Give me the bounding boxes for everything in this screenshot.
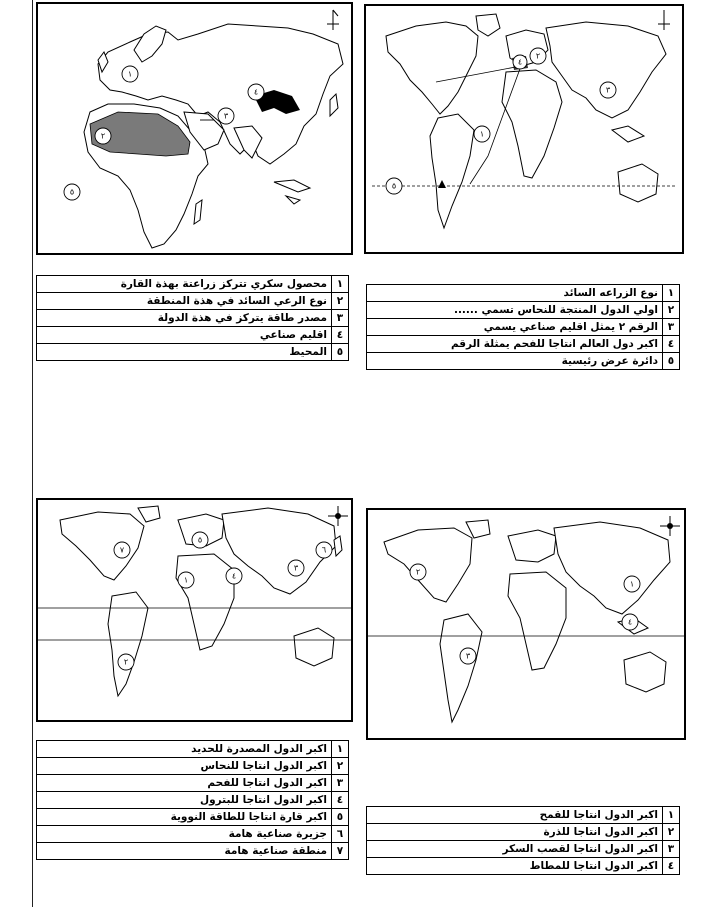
question-text: مصدر طاقة يتركز في هذة الدولة bbox=[37, 310, 332, 327]
question-text: نوع الزراعه السائد bbox=[367, 285, 663, 302]
madagascar bbox=[194, 200, 202, 224]
svg-text:٣: ٣ bbox=[223, 111, 229, 121]
question-row bbox=[367, 319, 680, 336]
svg-text:٥: ٥ bbox=[197, 535, 203, 545]
map-marker-2 bbox=[530, 48, 546, 64]
svg-text:٥: ٥ bbox=[391, 181, 397, 191]
question-number: ٣ bbox=[332, 310, 349, 327]
question-row bbox=[367, 841, 680, 858]
greenland bbox=[138, 506, 160, 522]
map-marker-5 bbox=[386, 178, 402, 194]
australia bbox=[624, 652, 666, 692]
question-row bbox=[37, 843, 349, 860]
questions-table-top-left bbox=[36, 275, 349, 361]
question-number: ٦ bbox=[332, 826, 349, 843]
map-marker-6 bbox=[316, 542, 332, 558]
map-marker-3 bbox=[288, 560, 304, 576]
greenland bbox=[476, 14, 500, 36]
australia bbox=[294, 628, 334, 666]
question-text: المحيط bbox=[37, 344, 332, 361]
question-row bbox=[37, 826, 349, 843]
questions-table-bottom-left bbox=[36, 740, 349, 860]
question-row bbox=[37, 741, 349, 758]
question-number: ٧ bbox=[332, 843, 349, 860]
svg-text:٤: ٤ bbox=[517, 57, 523, 67]
svg-text:٦: ٦ bbox=[321, 545, 327, 555]
question-row bbox=[37, 276, 349, 293]
question-text: اولي الدول المنتجة للنحاس تسمي ...... bbox=[367, 302, 663, 319]
question-row bbox=[37, 327, 349, 344]
north-america bbox=[384, 528, 472, 602]
map-world-top-right bbox=[364, 4, 684, 254]
svg-text:٣: ٣ bbox=[465, 651, 471, 661]
question-number: ٤ bbox=[663, 336, 680, 353]
question-row bbox=[367, 353, 680, 370]
svg-text:٣: ٣ bbox=[605, 85, 611, 95]
question-row bbox=[37, 775, 349, 792]
question-number: ٣ bbox=[332, 775, 349, 792]
eastern-hemisphere-svg bbox=[38, 4, 351, 253]
arrow-line bbox=[470, 156, 488, 184]
question-row bbox=[37, 310, 349, 327]
north-america bbox=[60, 512, 144, 580]
question-number: ١ bbox=[663, 807, 680, 824]
page-left-edge-line bbox=[32, 0, 33, 907]
map-marker-2 bbox=[95, 128, 111, 144]
map-marker-1 bbox=[474, 126, 490, 142]
southeast-asia-islands bbox=[612, 126, 644, 142]
svg-text:٧: ٧ bbox=[119, 545, 125, 555]
question-number: ٢ bbox=[663, 302, 680, 319]
south-america bbox=[430, 114, 474, 228]
africa bbox=[176, 554, 237, 650]
question-text: اكبر الدول انتاجا للذرة bbox=[367, 824, 663, 841]
question-text: اقليم صناعي bbox=[37, 327, 332, 344]
question-number: ١ bbox=[663, 285, 680, 302]
map-eastern-hemisphere bbox=[36, 2, 353, 255]
question-text: الرقم ٢ يمثل اقليم صناعي يسمي bbox=[367, 319, 663, 336]
question-text: دائرة عرض رئيسية bbox=[367, 353, 663, 370]
map-marker-5 bbox=[192, 532, 208, 548]
compass-rose-icon bbox=[328, 506, 348, 526]
svg-text:٢: ٢ bbox=[123, 657, 129, 667]
questions-table-bottom-right bbox=[366, 806, 680, 875]
svg-text:٢: ٢ bbox=[100, 131, 106, 141]
map-marker-1 bbox=[178, 572, 194, 588]
question-text: اكبر الدول انتاجا لقصب السكر bbox=[367, 841, 663, 858]
map-marker-4 bbox=[513, 55, 527, 69]
question-text: اكبر الدول انتاجا للمطاط bbox=[367, 858, 663, 875]
question-text: اكبر الدول انتاجا للفحم bbox=[37, 775, 332, 792]
question-number: ٤ bbox=[332, 327, 349, 344]
svg-text:١: ١ bbox=[479, 129, 485, 139]
world-map-top-svg bbox=[366, 6, 682, 252]
svg-text:١: ١ bbox=[183, 575, 189, 585]
question-row bbox=[37, 792, 349, 809]
map-world-bottom-left bbox=[36, 498, 353, 722]
map-marker-3 bbox=[218, 108, 234, 124]
map-marker-2 bbox=[118, 654, 134, 670]
map-marker-4 bbox=[622, 614, 638, 630]
question-number: ١ bbox=[332, 276, 349, 293]
question-text: جزيرة صناعية هامة bbox=[37, 826, 332, 843]
svg-text:٥: ٥ bbox=[69, 187, 75, 197]
compass-rose-icon bbox=[660, 516, 680, 536]
question-row bbox=[367, 858, 680, 875]
map-marker-2 bbox=[410, 564, 426, 580]
asia bbox=[546, 22, 666, 118]
map-marker-3 bbox=[600, 82, 616, 98]
question-number: ٣ bbox=[663, 841, 680, 858]
question-row bbox=[367, 824, 680, 841]
svg-text:٢: ٢ bbox=[415, 567, 421, 577]
japan-islands bbox=[330, 94, 338, 116]
question-text: منطقة صناعية هامة bbox=[37, 843, 332, 860]
question-number: ٢ bbox=[332, 758, 349, 775]
question-number: ١ bbox=[332, 741, 349, 758]
svg-text:١: ١ bbox=[127, 69, 133, 79]
question-row bbox=[37, 809, 349, 826]
japan-islands bbox=[334, 536, 342, 556]
south-america bbox=[108, 592, 148, 696]
question-row bbox=[37, 344, 349, 361]
question-number: ٣ bbox=[663, 319, 680, 336]
question-text: نوع الرعي السائد في هذة المنطقة bbox=[37, 293, 332, 310]
map-marker-1 bbox=[122, 66, 138, 82]
question-text: محصول سكري تتركز زراعتة بهذة القارة bbox=[37, 276, 332, 293]
map-marker-4 bbox=[248, 84, 264, 100]
question-number: ٢ bbox=[332, 293, 349, 310]
europe bbox=[508, 530, 556, 562]
question-number: ٥ bbox=[332, 344, 349, 361]
world-map-bottom-right-svg bbox=[368, 510, 684, 738]
svg-text:٤: ٤ bbox=[253, 87, 259, 97]
question-row bbox=[37, 293, 349, 310]
south-america bbox=[440, 614, 482, 722]
question-text: اكبر الدول انتاجا للقمح bbox=[367, 807, 663, 824]
map-marker-5 bbox=[64, 184, 80, 200]
australia bbox=[618, 164, 658, 202]
question-row bbox=[367, 336, 680, 353]
question-text: اكبر الدول انتاجا للبترول bbox=[37, 792, 332, 809]
map-marker-1 bbox=[624, 576, 640, 592]
north-arrow-icon bbox=[658, 10, 670, 30]
north-arrow-icon bbox=[327, 10, 339, 30]
question-text: اكبر قارة انتاجا للطاقة النووية bbox=[37, 809, 332, 826]
indonesia-islands bbox=[274, 180, 310, 204]
svg-text:٤: ٤ bbox=[627, 617, 633, 627]
africa bbox=[502, 70, 562, 178]
map-marker-4 bbox=[226, 568, 242, 584]
question-number: ٢ bbox=[663, 824, 680, 841]
question-row bbox=[37, 758, 349, 775]
svg-text:١: ١ bbox=[629, 579, 635, 589]
question-number: ٥ bbox=[332, 809, 349, 826]
question-number: ٥ bbox=[663, 353, 680, 370]
map-marker-3 bbox=[460, 648, 476, 664]
question-number: ٤ bbox=[332, 792, 349, 809]
asia bbox=[554, 522, 670, 614]
world-map-bottom-left-svg bbox=[38, 500, 351, 720]
questions-table-top-right bbox=[366, 284, 680, 370]
greenland bbox=[466, 520, 490, 538]
question-row bbox=[367, 302, 680, 319]
question-row bbox=[367, 285, 680, 302]
map-world-bottom-right bbox=[366, 508, 686, 740]
map-marker-7 bbox=[114, 542, 130, 558]
north-america bbox=[386, 22, 478, 114]
svg-text:٢: ٢ bbox=[535, 51, 541, 61]
svg-text:٣: ٣ bbox=[293, 563, 299, 573]
question-number: ٤ bbox=[663, 858, 680, 875]
question-text: اكبر دول العالم انتاجا للفحم يمثلة الرقم bbox=[367, 336, 663, 353]
question-text: اكبر الدول انتاجا للنحاس bbox=[37, 758, 332, 775]
question-text: اكبر الدول المصدرة للحديد bbox=[37, 741, 332, 758]
africa bbox=[508, 572, 566, 670]
svg-text:٤: ٤ bbox=[231, 571, 237, 581]
question-row bbox=[367, 807, 680, 824]
